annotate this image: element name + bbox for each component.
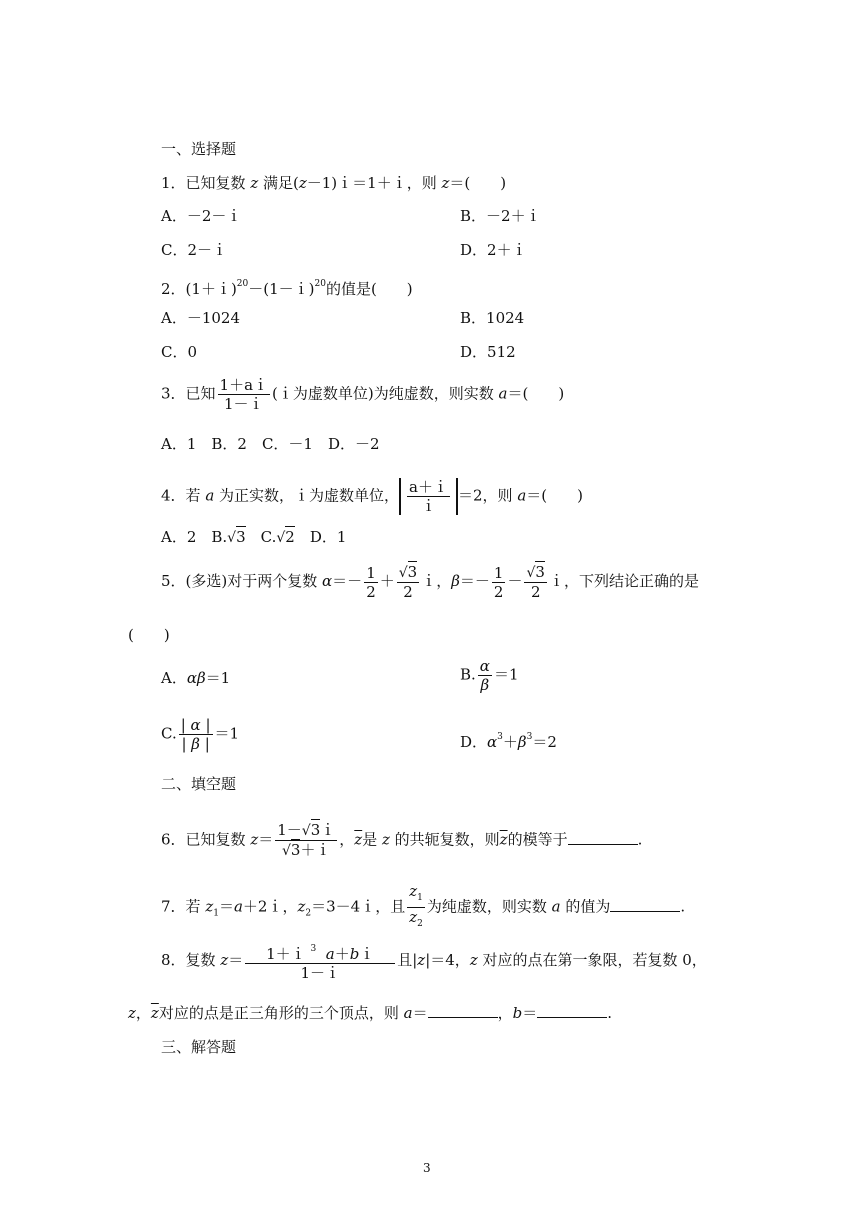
q1-option-a: A．－2－ｉ: [161, 207, 242, 225]
q3-options: A．1 B．2 C．－1 D．－2: [161, 435, 380, 453]
question-7-stem: 7．若 $z_1=a+2i$，$z_2=3-4i$，且 $\frac{z_1}{z_2}$ 为纯虚数，则实数 a 的值为 .: [161, 882, 686, 929]
section-heading-fill: 二、填空题: [161, 775, 237, 793]
q8-answer-blank-a: [428, 1001, 498, 1018]
q8-answer-blank-b: [537, 1001, 607, 1018]
q3-fraction: $\frac{\text{1＋aｉ}}{\text{1－ｉ}}$: [219, 376, 269, 413]
q5-option-c: C. $\frac{| \alpha |}{| \beta |}$ ＝1: [161, 716, 240, 753]
q1-option-c: C．2－ｉ: [161, 241, 228, 259]
q6-answer-blank: [568, 828, 638, 845]
question-6-stem: 6．已知复数 z＝ $\frac{\text{1－√3ｉ}}{\text{√3＋ｉ}}$ ，$\overline{z}$是 z 的共轭复数，则$\overline{z}$的模等于 .: [161, 821, 643, 859]
question-4-stem: 4．若 a 为正实数，ｉ为虚数单位， $\frac{\text{a＋ｉ}}{\text{ｉ}}$ ＝2，则 a＝( ): [161, 478, 583, 515]
question-1-stem: 1．已知复数 z 满足(z－1)ｉ＝1＋ｉ，则 z＝( ): [161, 174, 507, 192]
question-3-stem: 3．已知 $\frac{\text{1＋aｉ}}{\text{1－ｉ}}$ (ｉ为虚数单位)为纯虚数，则实数 a＝( ): [161, 376, 565, 413]
q1-option-d: D．2＋ｉ: [460, 241, 527, 259]
q5-option-a: A．αβ＝1: [161, 669, 231, 687]
question-2-stem: 2．(1＋ｉ)$^{20}$－(1－ｉ)$^{20}$的值是( ): [161, 279, 413, 298]
q5-option-b: B. $\frac{\alpha}{\beta}$ ＝1: [460, 657, 519, 694]
q1-option-b: B．－2＋ｉ: [460, 207, 541, 225]
question-8-stem: 8．复数 z＝ $\frac{1+i ^3 a+bi}{\text{1－ｉ}}$ 且|z|＝4，z 对应的点在第一象限，若复数 0，: [161, 940, 707, 982]
q7-answer-blank: [610, 895, 680, 912]
question-8-line2: z，$\overline{z}$对应的点是正三角形的三个顶点，则 a＝ ，b＝ .: [128, 1001, 612, 1023]
section-heading-choice: 一、选择题: [161, 140, 237, 158]
question-5-stem: 5．(多选)对于两个复数 α＝－ $\frac{1}{2}$ ＋ $\frac{√3}{2}$ ｉ，β＝－ $\frac{1}{2}$ － $\frac{√3}{2}$ ｉ，下列结论正确的是: [161, 563, 699, 601]
q2-option-a: A．－1024: [161, 309, 241, 327]
q5-answer-paren: ( ): [128, 626, 170, 644]
q2-option-c: C．0: [161, 343, 198, 361]
q2-option-d: D．512: [460, 343, 516, 361]
section-heading-solve: 三、解答题: [161, 1038, 237, 1056]
q4-abs-value: $\frac{\text{a＋ｉ}}{\text{ｉ}}$: [399, 478, 458, 515]
q4-options: A．2 B.√3 C.√2 D．1: [161, 528, 347, 546]
page-number: 3: [423, 1161, 431, 1175]
q2-option-b: B．1024: [460, 309, 525, 327]
q5-option-d: D．$\alpha^3+\beta^3=2$: [460, 732, 557, 751]
